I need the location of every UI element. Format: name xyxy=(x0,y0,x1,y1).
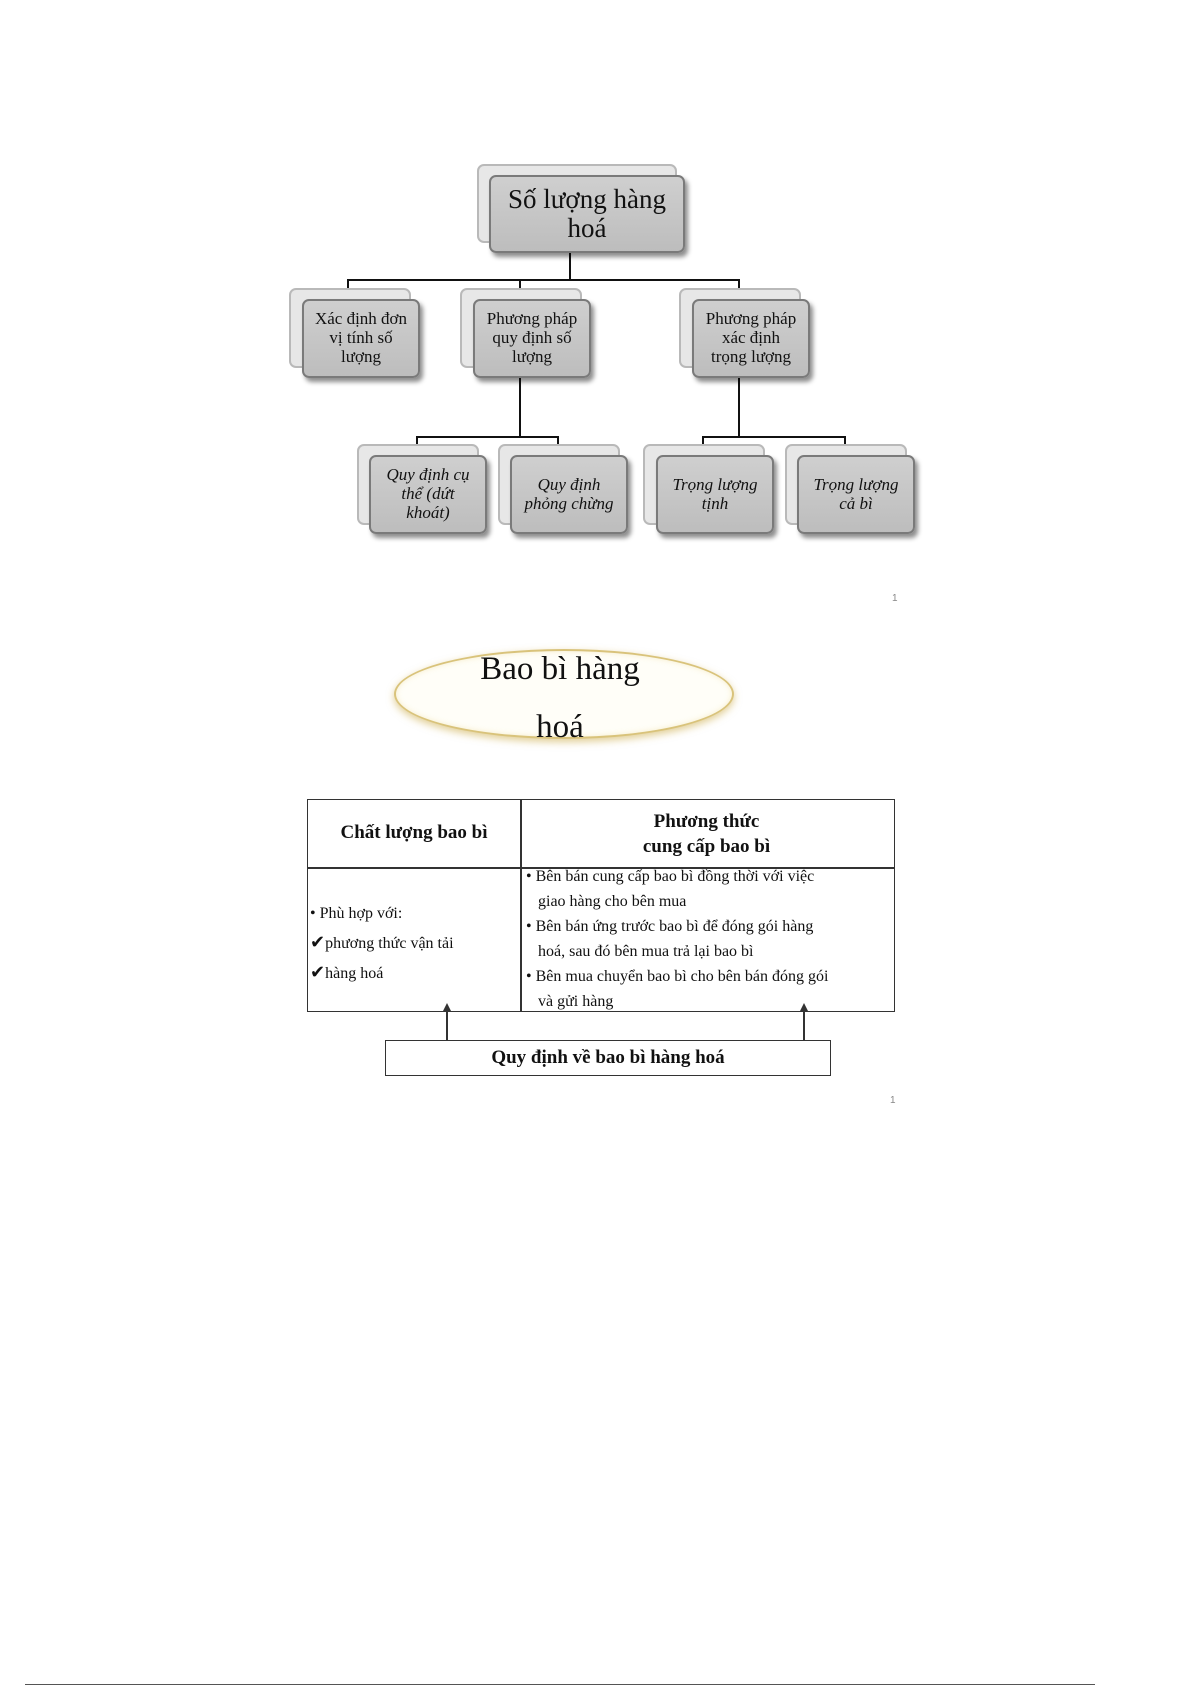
node-text-line: Số lượng hàng xyxy=(508,183,666,214)
page-number: 1 xyxy=(892,593,898,604)
packaging-regulation-label: Quy định về bao bì hàng hoá xyxy=(491,1047,725,1068)
tree-node-net-weight xyxy=(656,455,774,534)
node-text-line: Quy định xyxy=(537,474,601,494)
node-text-line: phỏng chừng xyxy=(524,493,614,513)
quality-item-text: phương thức vận tải xyxy=(325,935,454,952)
node-text-line: cả bì xyxy=(839,493,873,513)
connector xyxy=(702,436,845,438)
node-text-line: thể (dứt xyxy=(401,484,455,504)
supply-method-cell xyxy=(526,864,892,1014)
tree-node-weight-method xyxy=(692,299,810,378)
node-text-line: hoá xyxy=(567,213,607,243)
connector xyxy=(519,378,521,437)
tree-node-gross-weight xyxy=(797,455,915,534)
header-line: cung cấp bao bì xyxy=(642,835,771,857)
check-icon: ✔ xyxy=(310,962,326,982)
node-text-line: lượng xyxy=(512,346,552,366)
ellipse-title xyxy=(430,640,690,756)
title-line: hoá xyxy=(536,709,584,745)
quality-item xyxy=(310,928,515,958)
packaging-table xyxy=(307,799,895,1012)
node-text-line: Phương pháp xyxy=(486,309,578,329)
check-icon: ✔ xyxy=(310,932,326,952)
quality-item-text: hàng hoá xyxy=(325,965,384,982)
node-text-line: Phương pháp xyxy=(705,309,797,329)
header-line: Phương thức xyxy=(653,811,760,832)
supply-line: • Bên bán cung cấp bao bì đồng thời với việc xyxy=(526,868,815,885)
supply-line: và gửi hàng xyxy=(538,993,614,1010)
connector xyxy=(416,436,558,438)
supply-line: • Bên mua chuyển bao bì cho bên bán đóng gói xyxy=(526,968,829,985)
supply-line: hoá, sau đó bên mua trả lại bao bì xyxy=(538,943,754,960)
tree-root-node xyxy=(489,175,685,253)
node-text-line: Quy định cụ xyxy=(386,465,470,485)
connector xyxy=(569,252,571,280)
arrow-shaft xyxy=(803,1010,805,1040)
page-number: 1 xyxy=(890,1095,896,1106)
node-text-line: Trọng lượng xyxy=(813,474,899,494)
node-text-line: quy định số xyxy=(492,328,572,348)
tree-node-unit xyxy=(302,299,420,378)
node-text-line: Xác định đơn xyxy=(314,309,408,329)
node-text-line: vị tính số xyxy=(329,328,393,348)
node-text-line: Trọng lượng xyxy=(672,474,758,494)
node-text-line: trọng lượng xyxy=(710,346,792,366)
supply-line: giao hàng cho bên mua xyxy=(538,893,687,910)
tree-node-specific xyxy=(369,455,487,534)
arrow-shaft xyxy=(446,1010,448,1040)
supply-line: • Bên bán ứng trước bao bì để đóng gói hàng xyxy=(526,918,814,935)
header-packaging-quality: Chất lượng bao bì xyxy=(340,822,488,843)
title-line: Bao bì hàng xyxy=(480,651,640,687)
tree-node-quantity-method xyxy=(473,299,591,378)
node-text-line: lượng xyxy=(341,346,381,366)
node-text-line: tịnh xyxy=(701,493,729,513)
connector xyxy=(738,378,740,437)
quality-item xyxy=(310,958,515,988)
header-supply-method xyxy=(521,810,892,859)
connector xyxy=(347,279,739,281)
tree-node-approximate xyxy=(510,455,628,534)
quality-cell xyxy=(310,899,515,988)
node-text-line: xác định xyxy=(721,328,781,348)
quality-intro: • Phù hợp với: xyxy=(310,905,403,922)
packaging-regulation-box xyxy=(385,1040,831,1076)
node-text-line: khoát) xyxy=(406,502,450,522)
